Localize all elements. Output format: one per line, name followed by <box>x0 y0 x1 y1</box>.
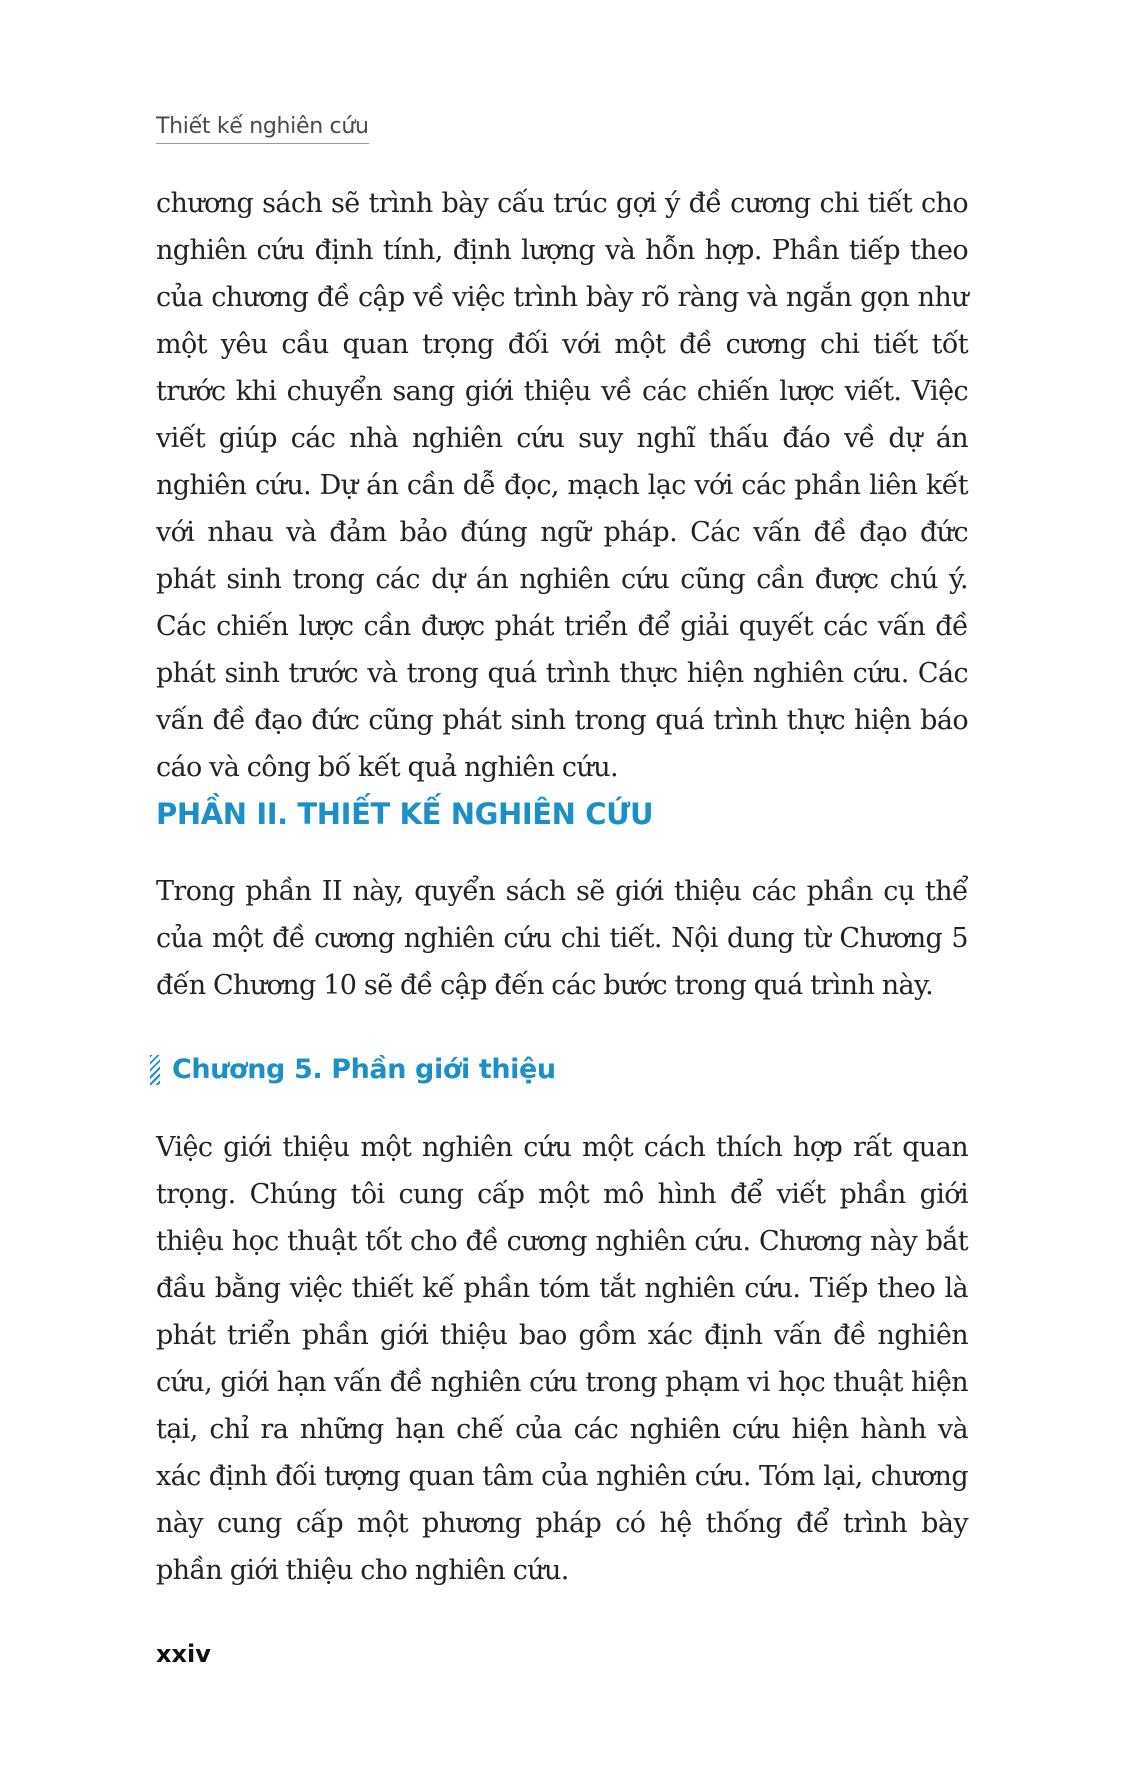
running-header: Thiết kế nghiên cứu <box>156 114 369 144</box>
body-paragraph-2: Trong phần II này, quyển sách sẽ giới thiệu các phần cụ thể của một đề cương nghiên cứu chi tiết. Nội dung từ Chương 5 đến Chương 10 sẽ đề cập đến các bước trong quá trình này. <box>156 876 968 1001</box>
chapter-heading-text: Chương 5. Phần giới thiệu <box>172 1054 556 1085</box>
striped-bar-icon <box>150 1055 160 1085</box>
page-number: xxiv <box>156 1640 211 1668</box>
section-heading: PHẦN II. THIẾT KẾ NGHIÊN CỨU <box>156 797 654 831</box>
body-paragraph-1: chương sách sẽ trình bày cấu trúc gợi ý đề cương chi tiết cho nghiên cứu định tính, định lượng và hỗn hợp. Phần tiếp theo của chương đề cập về việc trình bày rõ ràng và ngắn gọn như một yêu cầu quan trọng đối với một đề cương chi tiết tốt trước khi chuyển sang giới thiệu về các chiến lược viết. Việc viết giúp các nhà nghiên cứu suy nghĩ thấu đáo về dự án nghiên cứu. Dự án cần dễ đọc, mạch lạc với các phần liên kết với nhau và đảm bảo đúng ngữ pháp. Các vấn đề đạo đức phát sinh trong các dự án nghiên cứu cũng cần được chú ý. Các chiến lược cần được phát triển để giải quyết các vấn đề phát sinh trước và trong quá trình thực hiện nghiên cứu. Các vấn đề đạo đức cũng phát sinh trong quá trình thực hiện báo cáo và công bố kết quả nghiên cứu. <box>156 188 968 783</box>
chapter-heading <box>150 1054 556 1085</box>
body-paragraph-3: Việc giới thiệu một nghiên cứu một cách thích hợp rất quan trọng. Chúng tôi cung cấp một mô hình để viết phần giới thiệu học thuật tốt cho đề cương nghiên cứu. Chương này bắt đầu bằng việc thiết kế phần tóm tắt nghiên cứu. Tiếp theo là phát triển phần giới thiệu bao gồm xác định vấn đề nghiên cứu, giới hạn vấn đề nghiên cứu trong phạm vi học thuật hiện tại, chỉ ra những hạn chế của các nghiên cứu hiện hành và xác định đối tượng quan tâm của nghiên cứu. Tóm lại, chương này cung cấp một phương pháp có hệ thống để trình bày phần giới thiệu cho nghiên cứu. <box>156 1132 968 1586</box>
